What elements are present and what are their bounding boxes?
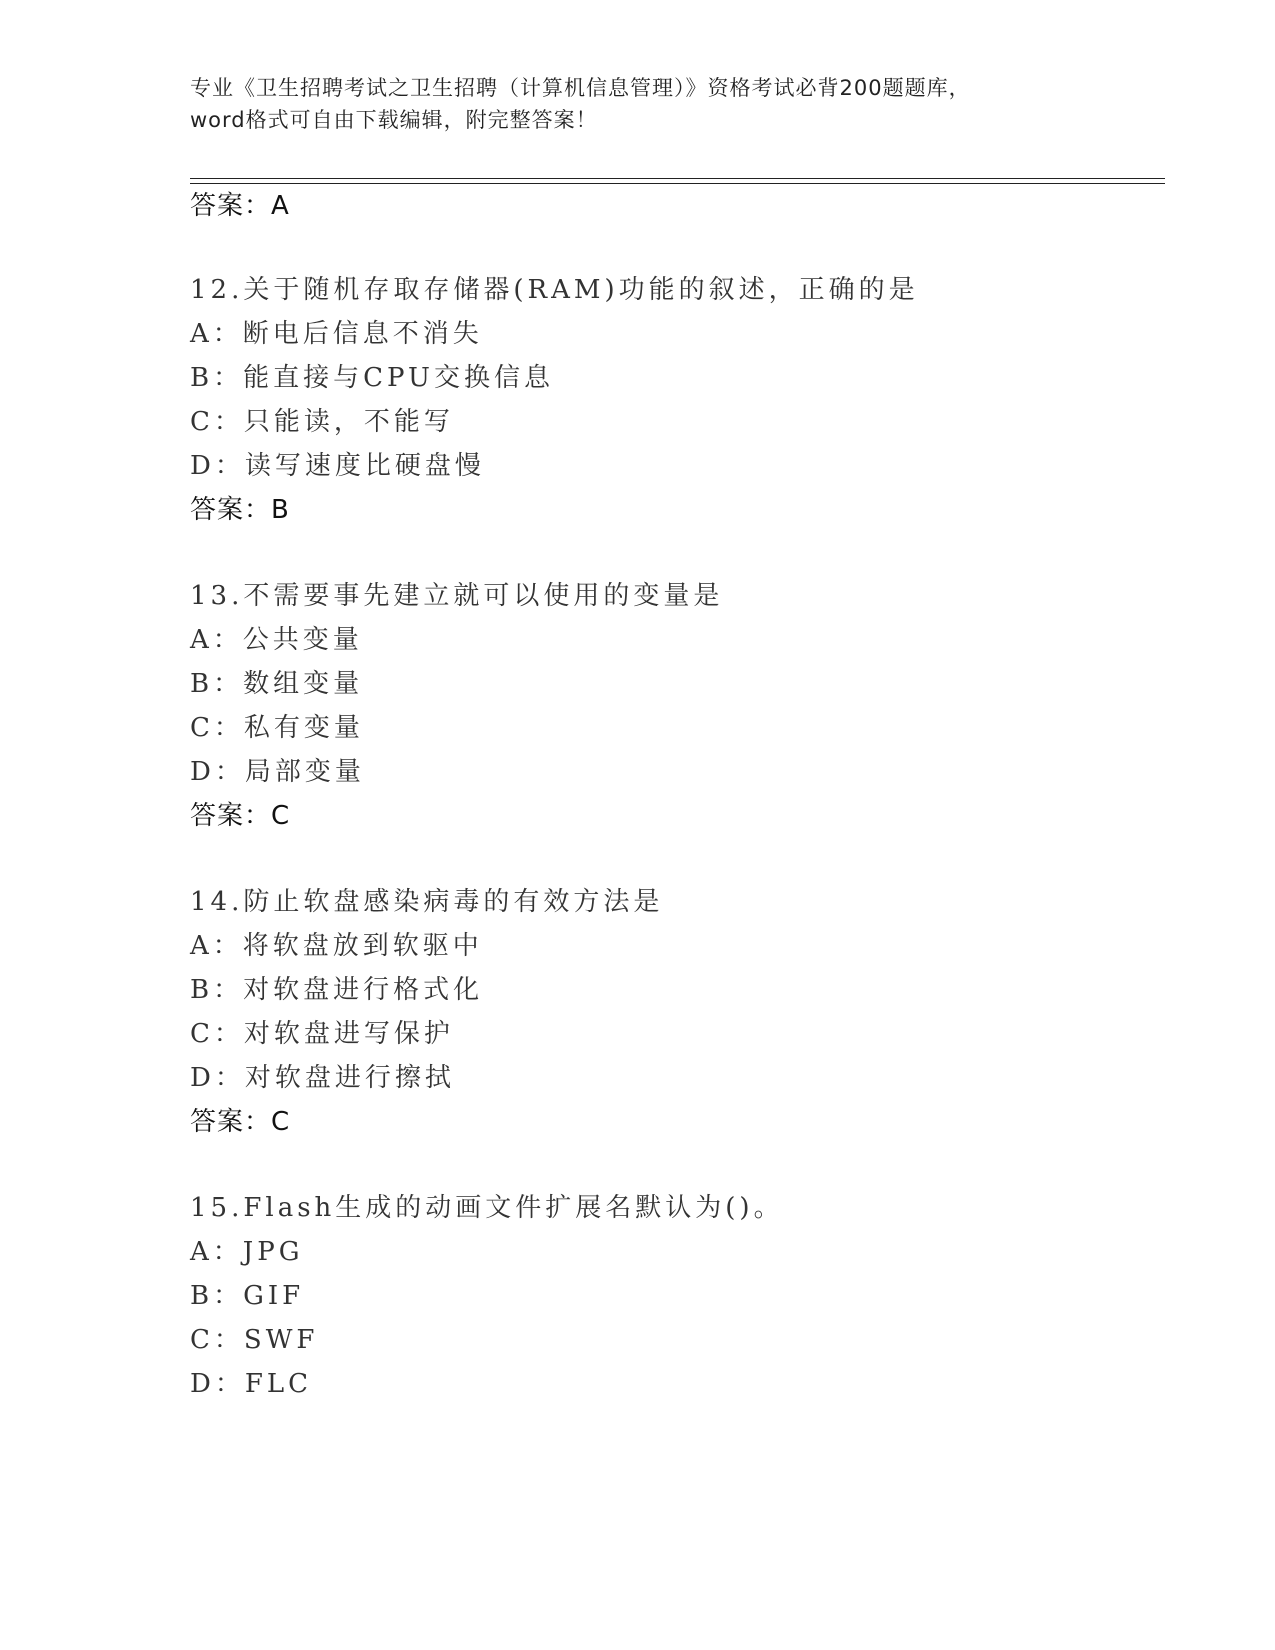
question-15-option-b: B：GIF [190,1281,305,1311]
question-15-stem: 15.Flash生成的动画文件扩展名默认为()。 [190,1193,784,1223]
question-15-option-d: D：FLC [190,1369,313,1399]
question-13-option-d: D：局部变量 [190,757,365,787]
question-13-stem: 13.不需要事先建立就可以使用的变量是 [190,581,724,611]
question-14-answer: 答案：C [190,1107,291,1137]
question-12-stem: 12.关于随机存取存储器(RAM)功能的叙述，正确的是 [190,275,919,305]
question-14-stem: 14.防止软盘感染病毒的有效方法是 [190,887,664,917]
question-13-answer: 答案：C [190,801,291,831]
question-15-option-a: A：JPG [190,1237,304,1267]
question-12-option-d: D：读写速度比硬盘慢 [190,451,485,481]
question-14-option-a: A：将软盘放到软驱中 [190,931,483,961]
question-13-option-b: B：数组变量 [190,669,364,699]
question-14-option-c: C：对软盘进写保护 [190,1019,454,1049]
question-12-option-b: B：能直接与CPU交换信息 [190,363,554,393]
answer-11: 答案：A [190,191,290,221]
document-header [190,72,1090,136]
question-13-option-a: A：公共变量 [190,625,363,655]
header-divider-bottom [190,183,1165,184]
question-12-option-c: C：只能读，不能写 [190,407,454,437]
question-14-option-d: D：对软盘进行擦拭 [190,1063,455,1093]
question-14-option-b: B：对软盘进行格式化 [190,975,484,1005]
header-line-1: 专业《卫生招聘考试之卫生招聘（计算机信息管理）》资格考试必背200题题库， [190,76,971,100]
header-line-2: word格式可自由下载编辑，附完整答案！ [190,108,598,132]
question-12-option-a: A：断电后信息不消失 [190,319,483,349]
question-13-option-c: C：私有变量 [190,713,364,743]
question-12-answer: 答案：B [190,495,290,525]
question-15-option-c: C：SWF [190,1325,319,1355]
header-divider-top [190,178,1165,179]
